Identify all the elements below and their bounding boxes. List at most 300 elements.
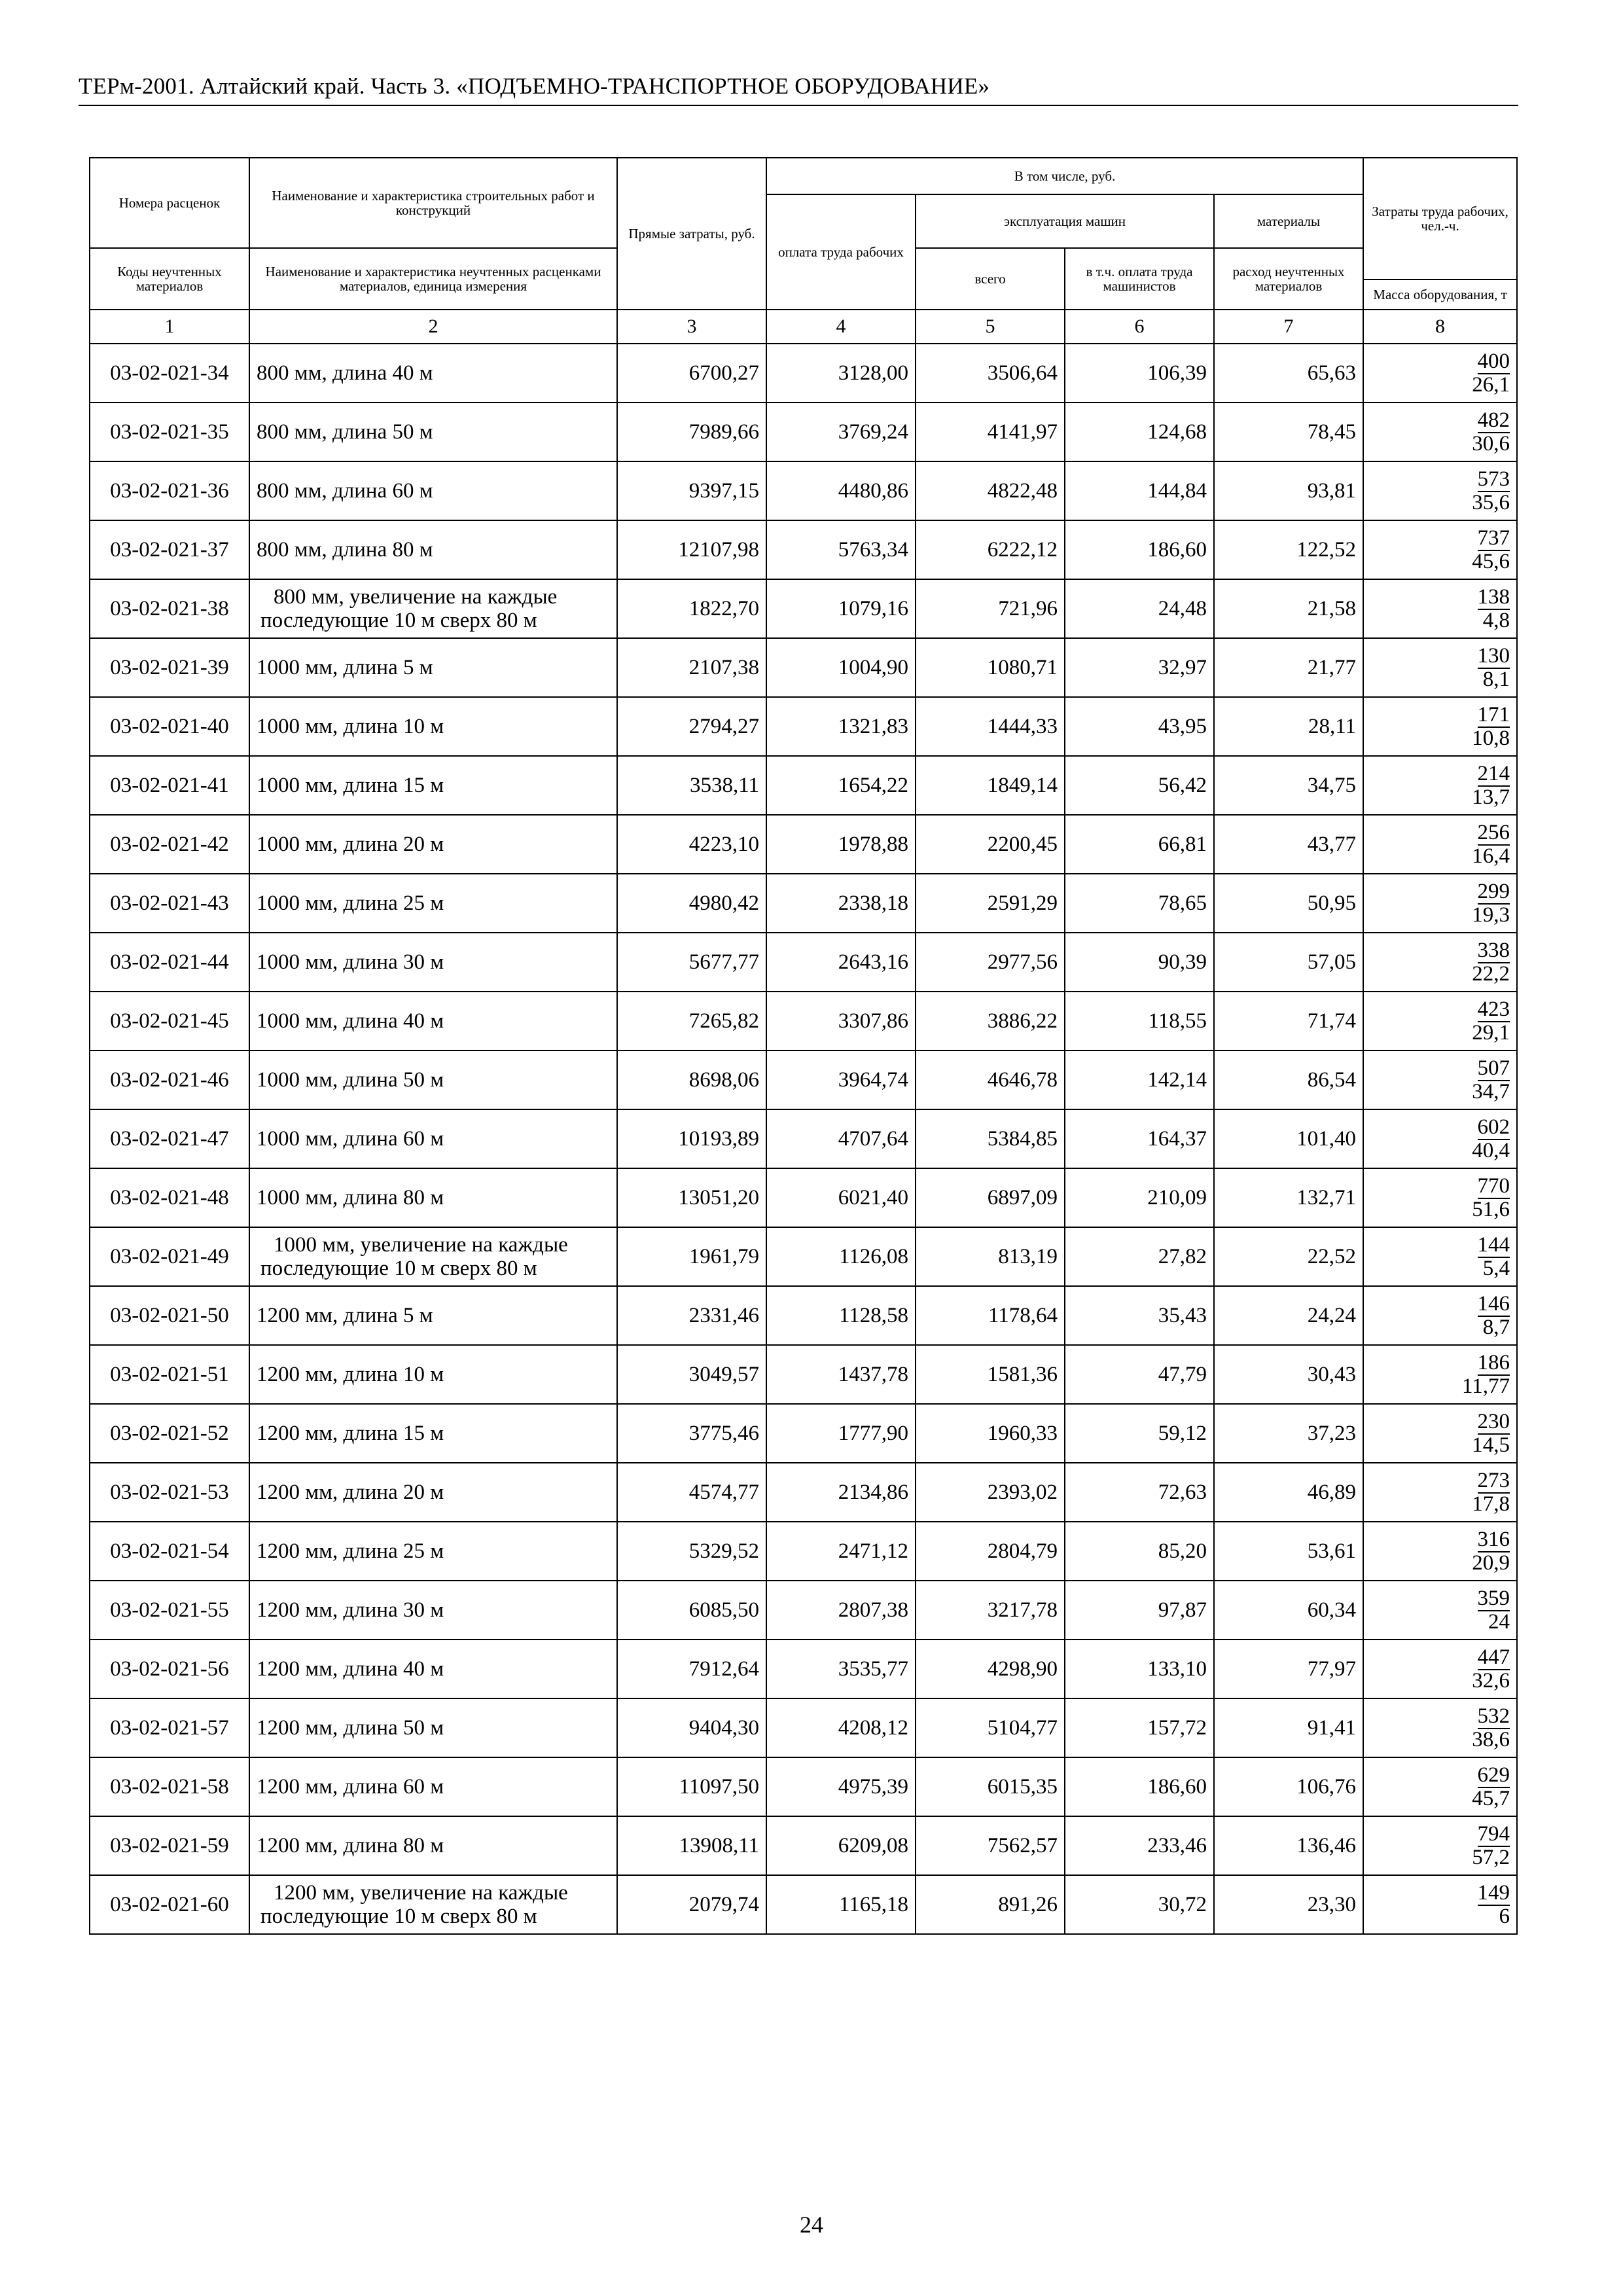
equipment-mass: 20,9	[1472, 1551, 1510, 1575]
labor-hours-and-mass	[1363, 403, 1517, 461]
labor-hours-and-mass	[1363, 756, 1517, 815]
labor-hours: 482	[1477, 408, 1510, 432]
machines-total: 721,96	[916, 579, 1065, 638]
machinists-pay: 118,55	[1065, 992, 1214, 1050]
rate-code: 03-02-021-44	[90, 933, 249, 992]
work-description: 1200 мм, длина 50 м	[249, 1698, 617, 1757]
labor-pay: 6021,40	[766, 1168, 916, 1227]
labor-hours-and-mass	[1363, 1050, 1517, 1109]
labor-hours: 130	[1477, 643, 1510, 668]
direct-costs: 2794,27	[617, 697, 766, 756]
header-unaccounted-names: Наименование и характеристика неучтенных расценками материалов, единица измерения	[249, 248, 617, 310]
rate-code: 03-02-021-45	[90, 992, 249, 1050]
labor-pay: 1978,88	[766, 815, 916, 874]
header-including: В том числе, руб.	[766, 158, 1363, 194]
labor-pay: 1654,22	[766, 756, 916, 815]
table-row	[90, 344, 1517, 403]
labor-hours-and-mass	[1363, 520, 1517, 579]
labor-hours: 138	[1477, 584, 1510, 609]
machinists-pay: 72,63	[1065, 1463, 1214, 1522]
direct-costs: 9397,15	[617, 461, 766, 520]
labor-pay: 1321,83	[766, 697, 916, 756]
labor-hours: 146	[1477, 1291, 1510, 1316]
materials-cost: 50,95	[1214, 874, 1363, 933]
materials-cost: 60,34	[1214, 1581, 1363, 1640]
materials-cost: 93,81	[1214, 461, 1363, 520]
header-rate-numbers: Номера расценок	[90, 158, 249, 248]
direct-costs: 5677,77	[617, 933, 766, 992]
equipment-mass: 24	[1488, 1609, 1510, 1634]
header-labor-pay: оплата труда рабочих	[766, 194, 916, 310]
materials-cost: 21,77	[1214, 638, 1363, 697]
table-row	[90, 815, 1517, 874]
table-row	[90, 756, 1517, 815]
materials-cost: 77,97	[1214, 1640, 1363, 1698]
work-description: 1000 мм, длина 60 м	[249, 1109, 617, 1168]
labor-pay: 1777,90	[766, 1404, 916, 1463]
work-description: 1000 мм, длина 10 м	[249, 697, 617, 756]
column-number: 4	[766, 310, 916, 344]
work-description: 1200 мм, длина 5 м	[249, 1286, 617, 1345]
direct-costs: 13051,20	[617, 1168, 766, 1227]
machines-total: 4646,78	[916, 1050, 1065, 1109]
work-description: 1200 мм, длина 40 м	[249, 1640, 617, 1698]
equipment-mass: 32,6	[1472, 1668, 1510, 1693]
rate-code: 03-02-021-34	[90, 344, 249, 403]
rate-code: 03-02-021-47	[90, 1109, 249, 1168]
header-unaccounted-materials-use: расход неучтенных материалов	[1214, 248, 1363, 310]
materials-cost: 37,23	[1214, 1404, 1363, 1463]
machinists-pay: 142,14	[1065, 1050, 1214, 1109]
machinists-pay: 97,87	[1065, 1581, 1214, 1640]
labor-hours: 602	[1477, 1115, 1510, 1139]
machinists-pay: 78,65	[1065, 874, 1214, 933]
labor-pay: 1128,58	[766, 1286, 916, 1345]
work-description: 800 мм, длина 50 м	[249, 403, 617, 461]
table-row	[90, 992, 1517, 1050]
labor-hours: 737	[1477, 526, 1510, 550]
table-row	[90, 1581, 1517, 1640]
labor-hours: 423	[1477, 997, 1510, 1021]
machinists-pay: 85,20	[1065, 1522, 1214, 1581]
header-machinists-pay: в т.ч. оплата труда машинистов	[1065, 248, 1214, 310]
machinists-pay: 133,10	[1065, 1640, 1214, 1698]
machinists-pay: 24,48	[1065, 579, 1214, 638]
labor-pay: 1126,08	[766, 1227, 916, 1286]
machines-total: 6015,35	[916, 1757, 1065, 1816]
direct-costs: 7912,64	[617, 1640, 766, 1698]
table-row	[90, 1640, 1517, 1698]
rate-code: 03-02-021-55	[90, 1581, 249, 1640]
rate-code: 03-02-021-39	[90, 638, 249, 697]
equipment-mass: 8,1	[1482, 667, 1510, 691]
header-equipment-mass: Масса оборудования, т	[1363, 279, 1517, 310]
direct-costs: 13908,11	[617, 1816, 766, 1875]
machines-total: 4822,48	[916, 461, 1065, 520]
materials-cost: 21,58	[1214, 579, 1363, 638]
labor-hours-and-mass	[1363, 1168, 1517, 1227]
labor-hours-and-mass	[1363, 638, 1517, 697]
machines-total: 1444,33	[916, 697, 1065, 756]
work-description: 800 мм, длина 60 м	[249, 461, 617, 520]
table-row	[90, 1227, 1517, 1286]
work-description: 1200 мм, длина 60 м	[249, 1757, 617, 1816]
equipment-mass: 11,77	[1462, 1374, 1510, 1398]
direct-costs: 6085,50	[617, 1581, 766, 1640]
labor-pay: 4480,86	[766, 461, 916, 520]
labor-hours-and-mass	[1363, 461, 1517, 520]
work-description: 1200 мм, длина 80 м	[249, 1816, 617, 1875]
header-machine-total: всего	[916, 248, 1065, 310]
labor-pay: 2134,86	[766, 1463, 916, 1522]
machinists-pay: 27,82	[1065, 1227, 1214, 1286]
materials-cost: 53,61	[1214, 1522, 1363, 1581]
materials-cost: 57,05	[1214, 933, 1363, 992]
labor-hours-and-mass	[1363, 1640, 1517, 1698]
direct-costs: 1961,79	[617, 1227, 766, 1286]
table-row	[90, 1404, 1517, 1463]
machines-total: 2591,29	[916, 874, 1065, 933]
machines-total: 1849,14	[916, 756, 1065, 815]
rate-code: 03-02-021-54	[90, 1522, 249, 1581]
materials-cost: 46,89	[1214, 1463, 1363, 1522]
rate-code: 03-02-021-51	[90, 1345, 249, 1404]
header-work-name: Наименование и характеристика строительных работ и конструкций	[249, 158, 617, 248]
work-description: 1000 мм, длина 15 м	[249, 756, 617, 815]
direct-costs: 2331,46	[617, 1286, 766, 1345]
materials-cost: 78,45	[1214, 403, 1363, 461]
direct-costs: 11097,50	[617, 1757, 766, 1816]
rate-code: 03-02-021-53	[90, 1463, 249, 1522]
labor-hours-and-mass	[1363, 344, 1517, 403]
labor-hours-and-mass	[1363, 1522, 1517, 1581]
labor-hours: 338	[1477, 938, 1510, 962]
column-number: 1	[90, 310, 249, 344]
column-number: 3	[617, 310, 766, 344]
machines-total: 891,26	[916, 1875, 1065, 1934]
labor-hours-and-mass	[1363, 874, 1517, 933]
direct-costs: 3775,46	[617, 1404, 766, 1463]
materials-cost: 28,11	[1214, 697, 1363, 756]
direct-costs: 7265,82	[617, 992, 766, 1050]
labor-pay: 1437,78	[766, 1345, 916, 1404]
materials-cost: 106,76	[1214, 1757, 1363, 1816]
labor-hours: 230	[1477, 1409, 1510, 1433]
rate-code: 03-02-021-42	[90, 815, 249, 874]
rate-code: 03-02-021-50	[90, 1286, 249, 1345]
equipment-mass: 17,8	[1472, 1492, 1510, 1516]
labor-hours: 629	[1477, 1763, 1510, 1787]
labor-hours-and-mass	[1363, 1227, 1517, 1286]
machines-total: 3217,78	[916, 1581, 1065, 1640]
machines-total: 1960,33	[916, 1404, 1065, 1463]
rate-code: 03-02-021-57	[90, 1698, 249, 1757]
work-description: 1000 мм, длина 25 м	[249, 874, 617, 933]
table-row	[90, 461, 1517, 520]
machinists-pay: 124,68	[1065, 403, 1214, 461]
table-row	[90, 1757, 1517, 1816]
machines-total: 4141,97	[916, 403, 1065, 461]
labor-hours-and-mass	[1363, 1581, 1517, 1640]
labor-hours-and-mass	[1363, 1109, 1517, 1168]
rate-code: 03-02-021-56	[90, 1640, 249, 1698]
table-row	[90, 638, 1517, 697]
machinists-pay: 47,79	[1065, 1345, 1214, 1404]
machinists-pay: 30,72	[1065, 1875, 1214, 1934]
labor-hours: 507	[1477, 1056, 1510, 1080]
work-description: 1200 мм, длина 15 м	[249, 1404, 617, 1463]
materials-cost: 24,24	[1214, 1286, 1363, 1345]
machines-total: 6897,09	[916, 1168, 1065, 1227]
table-row	[90, 520, 1517, 579]
labor-pay: 2338,18	[766, 874, 916, 933]
labor-hours-and-mass	[1363, 992, 1517, 1050]
work-description: 1200 мм, длина 30 м	[249, 1581, 617, 1640]
labor-pay: 4707,64	[766, 1109, 916, 1168]
machinists-pay: 106,39	[1065, 344, 1214, 403]
rate-code: 03-02-021-40	[90, 697, 249, 756]
materials-cost: 101,40	[1214, 1109, 1363, 1168]
machines-total: 5384,85	[916, 1109, 1065, 1168]
direct-costs: 7989,66	[617, 403, 766, 461]
table-row	[90, 403, 1517, 461]
direct-costs: 3538,11	[617, 756, 766, 815]
materials-cost: 34,75	[1214, 756, 1363, 815]
machines-total: 1080,71	[916, 638, 1065, 697]
column-number: 5	[916, 310, 1065, 344]
machines-total: 7562,57	[916, 1816, 1065, 1875]
table-row	[90, 874, 1517, 933]
labor-pay: 1079,16	[766, 579, 916, 638]
labor-hours-and-mass	[1363, 1463, 1517, 1522]
materials-cost: 71,74	[1214, 992, 1363, 1050]
equipment-mass: 38,6	[1472, 1727, 1510, 1751]
equipment-mass: 10,8	[1472, 726, 1510, 750]
equipment-mass: 35,6	[1472, 490, 1510, 514]
labor-hours: 770	[1477, 1174, 1510, 1198]
machinists-pay: 35,43	[1065, 1286, 1214, 1345]
page-number: 24	[800, 2212, 823, 2238]
work-description: 1000 мм, длина 20 м	[249, 815, 617, 874]
rate-code: 03-02-021-59	[90, 1816, 249, 1875]
table-row	[90, 1463, 1517, 1522]
direct-costs: 8698,06	[617, 1050, 766, 1109]
rate-code: 03-02-021-41	[90, 756, 249, 815]
labor-pay: 6209,08	[766, 1816, 916, 1875]
labor-pay: 1004,90	[766, 638, 916, 697]
equipment-mass: 34,7	[1472, 1079, 1510, 1103]
machinists-pay: 210,09	[1065, 1168, 1214, 1227]
machines-total: 1581,36	[916, 1345, 1065, 1404]
equipment-mass: 40,4	[1472, 1138, 1510, 1162]
header-unaccounted-codes: Коды неучтенных материалов	[90, 248, 249, 310]
rate-code: 03-02-021-48	[90, 1168, 249, 1227]
direct-costs: 12107,98	[617, 520, 766, 579]
work-description: 800 мм, длина 40 м	[249, 344, 617, 403]
labor-hours: 447	[1477, 1645, 1510, 1669]
machines-total: 2804,79	[916, 1522, 1065, 1581]
header-labor-cost: Затраты труда рабочих, чел.-ч.	[1363, 158, 1517, 279]
direct-costs: 3049,57	[617, 1345, 766, 1404]
machines-total: 813,19	[916, 1227, 1065, 1286]
materials-cost: 22,52	[1214, 1227, 1363, 1286]
direct-costs: 10193,89	[617, 1109, 766, 1168]
rate-code: 03-02-021-60	[90, 1875, 249, 1934]
table-row	[90, 933, 1517, 992]
labor-hours-and-mass	[1363, 579, 1517, 638]
labor-hours-and-mass	[1363, 1286, 1517, 1345]
labor-hours: 532	[1477, 1704, 1510, 1728]
column-number: 2	[249, 310, 617, 344]
labor-hours-and-mass	[1363, 1345, 1517, 1404]
work-description: 1000 мм, увеличение на каждые последующие 10 м сверх 80 м	[249, 1227, 617, 1286]
equipment-mass: 4,8	[1482, 608, 1510, 632]
labor-pay: 3307,86	[766, 992, 916, 1050]
equipment-mass: 26,1	[1472, 372, 1510, 397]
materials-cost: 30,43	[1214, 1345, 1363, 1404]
table-row	[90, 697, 1517, 756]
work-description: 800 мм, увеличение на каждые последующие 10 м сверх 80 м	[249, 579, 617, 638]
table-row	[90, 579, 1517, 638]
labor-hours-and-mass	[1363, 815, 1517, 874]
machines-total: 1178,64	[916, 1286, 1065, 1345]
labor-hours: 214	[1477, 761, 1510, 785]
materials-cost: 43,77	[1214, 815, 1363, 874]
labor-hours-and-mass	[1363, 697, 1517, 756]
labor-hours: 573	[1477, 467, 1510, 491]
machinists-pay: 56,42	[1065, 756, 1214, 815]
table-row	[90, 1698, 1517, 1757]
labor-hours: 186	[1477, 1350, 1510, 1374]
rate-code: 03-02-021-36	[90, 461, 249, 520]
labor-hours: 359	[1477, 1586, 1510, 1610]
direct-costs: 4980,42	[617, 874, 766, 933]
labor-pay: 5763,34	[766, 520, 916, 579]
equipment-mass: 14,5	[1472, 1433, 1510, 1457]
equipment-mass: 5,4	[1482, 1256, 1510, 1280]
work-description: 800 мм, длина 80 м	[249, 520, 617, 579]
materials-cost: 132,71	[1214, 1168, 1363, 1227]
labor-hours-and-mass	[1363, 1816, 1517, 1875]
materials-cost: 136,46	[1214, 1816, 1363, 1875]
machines-total: 2977,56	[916, 933, 1065, 992]
machines-total: 2393,02	[916, 1463, 1065, 1522]
direct-costs: 4574,77	[617, 1463, 766, 1522]
header-materials: материалы	[1214, 194, 1363, 248]
labor-hours: 256	[1477, 820, 1510, 844]
direct-costs: 9404,30	[617, 1698, 766, 1757]
table-body	[90, 344, 1517, 1934]
equipment-mass: 57,2	[1472, 1845, 1510, 1869]
machines-total: 2200,45	[916, 815, 1065, 874]
equipment-mass: 45,6	[1472, 549, 1510, 573]
materials-cost: 23,30	[1214, 1875, 1363, 1934]
work-description: 1200 мм, длина 10 м	[249, 1345, 617, 1404]
labor-pay: 3535,77	[766, 1640, 916, 1698]
machinists-pay: 186,60	[1065, 1757, 1214, 1816]
machinists-pay: 32,97	[1065, 638, 1214, 697]
labor-hours: 171	[1477, 702, 1510, 726]
machinists-pay: 186,60	[1065, 520, 1214, 579]
equipment-mass: 51,6	[1472, 1197, 1510, 1221]
direct-costs: 4223,10	[617, 815, 766, 874]
machinists-pay: 90,39	[1065, 933, 1214, 992]
rate-code: 03-02-021-37	[90, 520, 249, 579]
table-row	[90, 1816, 1517, 1875]
work-description: 1000 мм, длина 5 м	[249, 638, 617, 697]
header-direct-costs: Прямые затраты, руб.	[617, 158, 766, 310]
labor-pay: 2643,16	[766, 933, 916, 992]
direct-costs: 6700,27	[617, 344, 766, 403]
rate-code: 03-02-021-46	[90, 1050, 249, 1109]
rates-table	[89, 157, 1518, 1935]
table-row	[90, 1345, 1517, 1404]
materials-cost: 65,63	[1214, 344, 1363, 403]
labor-hours-and-mass	[1363, 1404, 1517, 1463]
labor-hours: 316	[1477, 1527, 1510, 1551]
labor-pay: 1165,18	[766, 1875, 916, 1934]
rate-code: 03-02-021-43	[90, 874, 249, 933]
labor-hours-and-mass	[1363, 1757, 1517, 1816]
direct-costs: 5329,52	[617, 1522, 766, 1581]
labor-pay: 3128,00	[766, 344, 916, 403]
column-number: 6	[1065, 310, 1214, 344]
table-row	[90, 1522, 1517, 1581]
work-description: 1200 мм, длина 25 м	[249, 1522, 617, 1581]
labor-pay: 4208,12	[766, 1698, 916, 1757]
rate-code: 03-02-021-35	[90, 403, 249, 461]
labor-pay: 3964,74	[766, 1050, 916, 1109]
labor-pay: 2471,12	[766, 1522, 916, 1581]
equipment-mass: 29,1	[1472, 1020, 1510, 1045]
machinists-pay: 233,46	[1065, 1816, 1214, 1875]
equipment-mass: 22,2	[1472, 961, 1510, 986]
equipment-mass: 13,7	[1472, 785, 1510, 809]
labor-hours-and-mass	[1363, 1875, 1517, 1934]
work-description: 1200 мм, увеличение на каждые последующие 10 м сверх 80 м	[249, 1875, 617, 1934]
labor-hours-and-mass	[1363, 1698, 1517, 1757]
materials-cost: 122,52	[1214, 520, 1363, 579]
table-row	[90, 1286, 1517, 1345]
work-description: 1000 мм, длина 80 м	[249, 1168, 617, 1227]
rate-code: 03-02-021-49	[90, 1227, 249, 1286]
machines-total: 4298,90	[916, 1640, 1065, 1698]
machinists-pay: 157,72	[1065, 1698, 1214, 1757]
equipment-mass: 6	[1499, 1904, 1510, 1928]
labor-pay: 2807,38	[766, 1581, 916, 1640]
column-number: 7	[1214, 310, 1363, 344]
machinists-pay: 144,84	[1065, 461, 1214, 520]
work-description: 1000 мм, длина 30 м	[249, 933, 617, 992]
work-description: 1000 мм, длина 40 м	[249, 992, 617, 1050]
labor-hours: 144	[1477, 1232, 1510, 1257]
equipment-mass: 30,6	[1472, 431, 1510, 456]
labor-hours-and-mass	[1363, 933, 1517, 992]
machines-total: 3886,22	[916, 992, 1065, 1050]
machinists-pay: 59,12	[1065, 1404, 1214, 1463]
rate-code: 03-02-021-52	[90, 1404, 249, 1463]
direct-costs: 2079,74	[617, 1875, 766, 1934]
machines-total: 6222,12	[916, 520, 1065, 579]
page-header: ТЕРм-2001. Алтайский край. Часть 3. «ПОДЪЕМНО-ТРАНСПОРТНОЕ ОБОРУДОВАНИЕ»	[79, 73, 1518, 106]
header-machine-operation: эксплуатация машин	[916, 194, 1214, 248]
labor-hours: 400	[1477, 349, 1510, 373]
equipment-mass: 8,7	[1482, 1315, 1510, 1339]
rate-code: 03-02-021-58	[90, 1757, 249, 1816]
materials-cost: 86,54	[1214, 1050, 1363, 1109]
materials-cost: 91,41	[1214, 1698, 1363, 1757]
table-row	[90, 1050, 1517, 1109]
